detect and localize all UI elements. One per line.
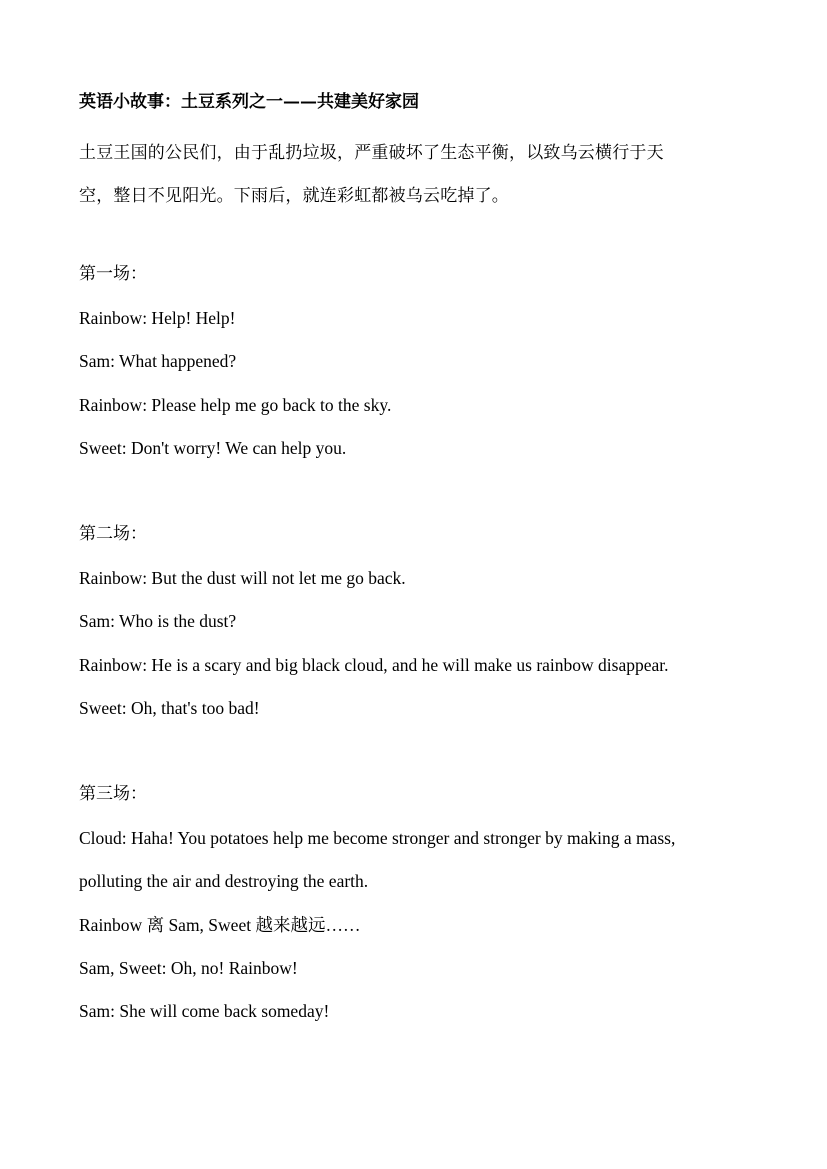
scene-3-heading: 第三场： xyxy=(79,784,147,804)
dialogue-line: Sweet: Don't worry! We can help you. xyxy=(79,438,347,458)
intro-paragraph xyxy=(79,132,759,218)
intro-line: 空，整日不见阳光。下雨后，就连彩虹都被乌云吃掉了。 xyxy=(79,186,509,206)
dialogue-line: Rainbow: But the dust will not let me go back. xyxy=(79,568,406,588)
dialogue-line: Sam, Sweet: Oh, no! Rainbow! xyxy=(79,958,298,978)
dialogue-line: Sam: What happened? xyxy=(79,351,237,371)
dialogue-line: Rainbow 离 Sam, Sweet 越来越远…… xyxy=(79,915,361,935)
dialogue-line: Rainbow: He is a scary and big black cloud, and he will make us rainbow disappear. xyxy=(79,655,669,675)
document-title: 英语小故事：土豆系列之一——共建美好家园 xyxy=(79,92,419,112)
dialogue-line: Sam: She will come back someday! xyxy=(79,1001,330,1021)
dialogue-line: Sam: Who is the dust? xyxy=(79,611,237,631)
dialogue-line: Rainbow: Help! Help! xyxy=(79,308,236,328)
dialogue-line: Rainbow: Please help me go back to the sky. xyxy=(79,395,392,415)
scene-2-heading: 第二场： xyxy=(79,524,147,544)
dialogue-line: Sweet: Oh, that's too bad! xyxy=(79,698,260,718)
dialogue-line: Cloud: Haha! You potatoes help me become stronger and stronger by making a mass, xyxy=(79,828,676,848)
intro-line: 土豆王国的公民们，由于乱扔垃圾，严重破坏了生态平衡，以致乌云横行于天 xyxy=(79,143,664,163)
dialogue-line: polluting the air and destroying the earth. xyxy=(79,871,369,891)
scene-1-heading: 第一场： xyxy=(79,264,147,284)
